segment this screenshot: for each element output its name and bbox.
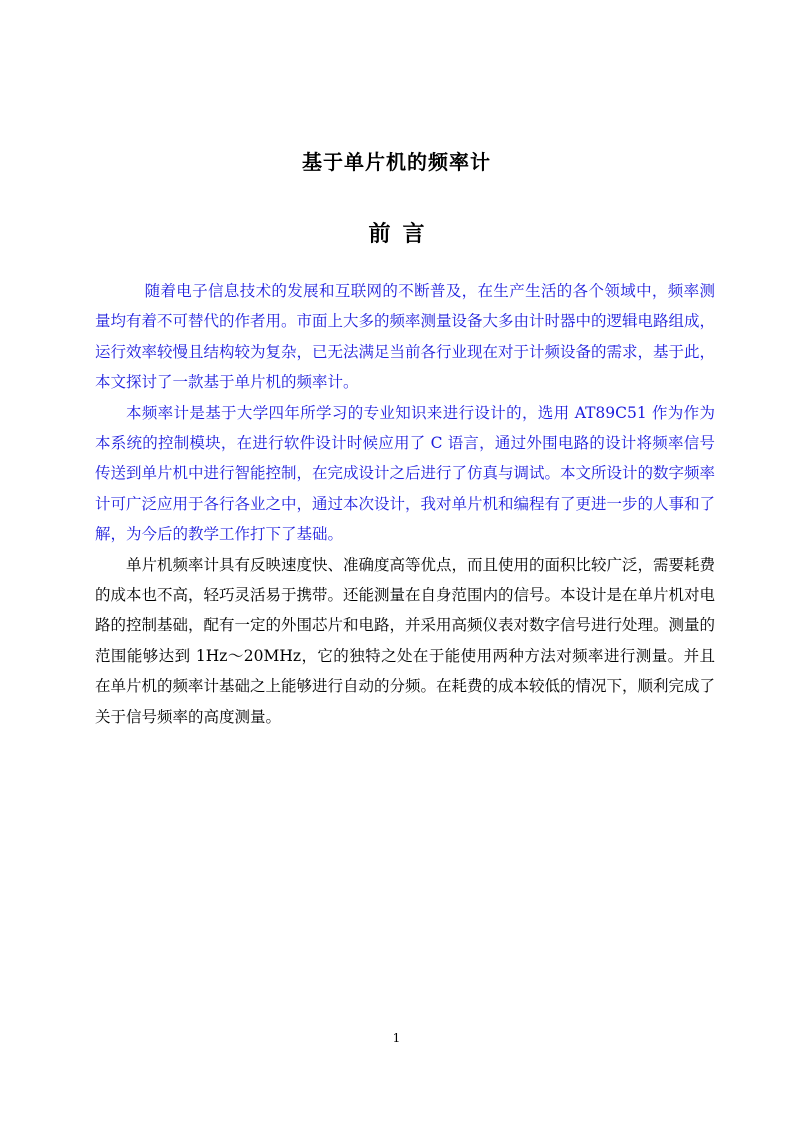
paragraph-2: 本频率计是基于大学四年所学习的专业知识来进行设计的，选用 AT89C51 作为作为本系统的控制模块，在进行软件设计时候应用了 C 语言，通过外围电路的设计将频率信号传送到单片机中进行智能控制，在完成设计之后进行了仿真与调试。本文所设计的数字频率计可广泛应用于各行各业之中，通过本次设计，我对单片机和编程有了更进一步的人事和了解，为今后的教学工作打下了基础。 — [95, 403, 716, 544]
page-number: 1 — [392, 1031, 401, 1045]
document-title: 基于单片机的频率计 — [302, 150, 491, 174]
body-text — [95, 276, 715, 732]
paragraph-1: 随着电子信息技术的发展和互联网的不断普及，在生产生活的各个领域中，频率测量均有着不可替代的作者用。市面上大多的频率测量设备大多由计时器中的逻辑电路组成，运行效率较慢且结构较为复杂，已无法满足当前各行业现在对于计频设备的需求，基于此，本文探讨了一款基于单片机的频率计。 — [95, 282, 716, 392]
section-heading: 前言 — [368, 222, 437, 247]
paragraph-3: 单片机频率计具有反映速度快、准确度高等优点，而且使用的面积比较广泛，需要耗费的成本也不高，轻巧灵活易于携带。还能测量在自身范围内的信号。本设计是在单片机对电路的控制基础，配有一定的外围芯片和电路，并采用高频仪表对数字信号进行处理。测量的范围能够达到 1Hz～20MHz，它的独特之处在于能使用两种方法对频率进行测量。并且在单片机的频率计基础之上能够进行自动的分频。在耗费的成本较低的情况下，顺利完成了关于信号频率的高度测量。 — [95, 555, 716, 726]
